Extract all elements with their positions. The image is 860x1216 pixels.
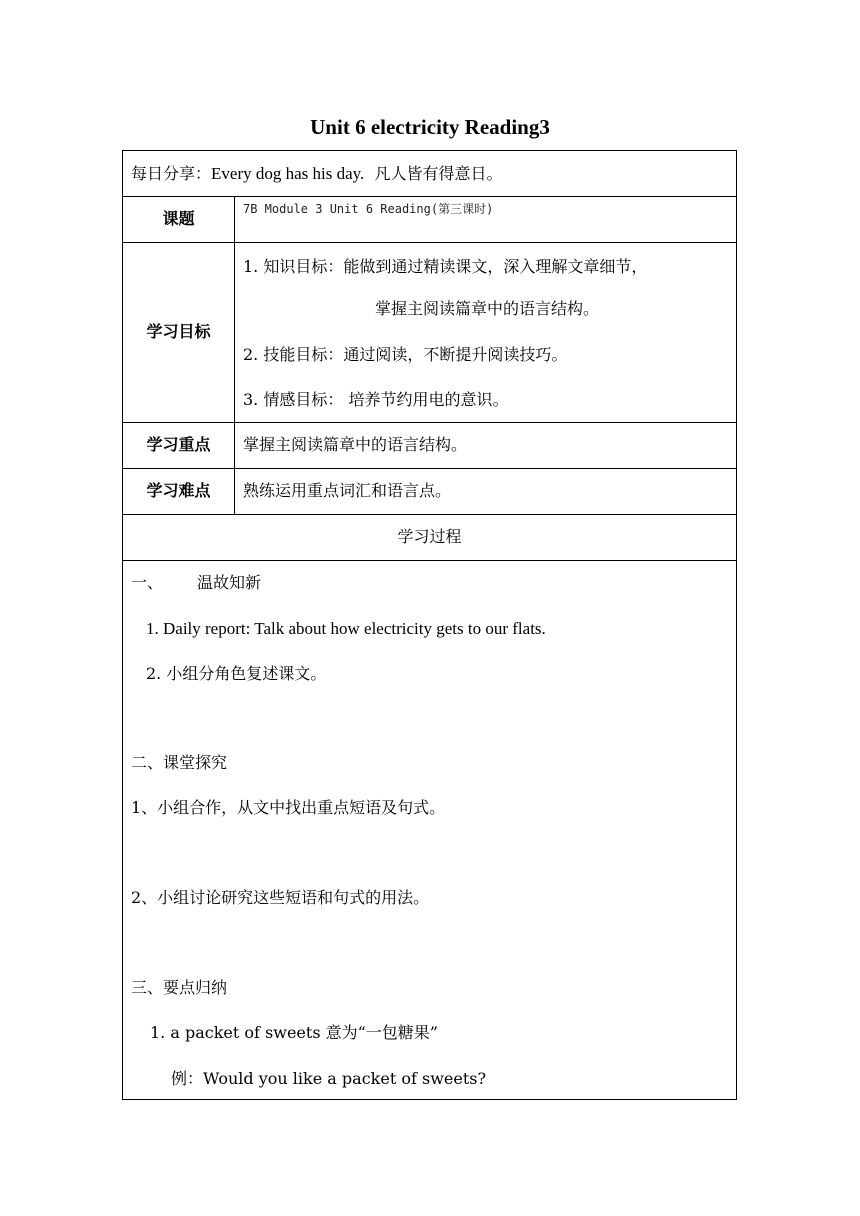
row-divider	[123, 468, 736, 469]
daily-share-chinese: 凡人皆有得意日。	[374, 164, 503, 183]
section3-example: 例：Would you like a packet of sweets?	[171, 1069, 487, 1088]
section2-item: 1、小组合作，从文中找出重点短语及句式。	[131, 798, 446, 817]
section3-item: 1. a packet of sweets 意为“一包糖果”	[150, 1023, 438, 1042]
section2-heading: 二、课堂探究	[131, 753, 228, 772]
section1-item: 2. 小组分角色复述课文。	[146, 664, 327, 683]
section1-number: 一、	[131, 573, 164, 592]
daily-share	[131, 163, 503, 185]
section1-title: 温故知新	[197, 573, 262, 592]
difficulties-value: 熟练运用重点词汇和语言点。	[243, 481, 452, 500]
row-divider	[123, 514, 736, 515]
row-divider	[123, 422, 736, 423]
objective-item: 3. 情感目标： 培养节约用电的意识。	[243, 390, 509, 409]
document-title: Unit 6 electricity Reading3	[310, 115, 550, 139]
objective-item: 掌握主阅读篇章中的语言结构。	[375, 299, 600, 318]
row-divider	[123, 242, 736, 243]
section1-heading	[131, 572, 261, 594]
key-points-label: 学习重点	[146, 435, 211, 454]
column-divider	[234, 196, 235, 515]
difficulties-label: 学习难点	[146, 481, 211, 500]
process-heading: 学习过程	[397, 527, 462, 546]
topic-label: 课题	[162, 209, 195, 228]
section2-item: 2、小组讨论研究这些短语和句式的用法。	[131, 888, 430, 907]
section3-heading: 三、要点归纳	[131, 978, 228, 997]
row-divider	[123, 560, 736, 561]
key-points-value: 掌握主阅读篇章中的语言结构。	[243, 435, 468, 454]
topic-value: 7B Module 3 Unit 6 Reading(第三课时)	[243, 202, 494, 216]
daily-share-english: Every dog has his day.	[211, 164, 365, 183]
objective-item: 1. 知识目标：能做到通过精读课文，深入理解文章细节，	[243, 257, 648, 276]
lesson-plan-table	[122, 150, 737, 1100]
objective-item: 2. 技能目标：通过阅读，不断提升阅读技巧。	[243, 345, 568, 364]
objectives-label: 学习目标	[146, 322, 211, 341]
daily-share-label: 每日分享：	[131, 164, 212, 183]
row-divider	[123, 196, 736, 197]
section1-item: 1. Daily report: Talk about how electricity gets to our flats.	[146, 619, 546, 638]
